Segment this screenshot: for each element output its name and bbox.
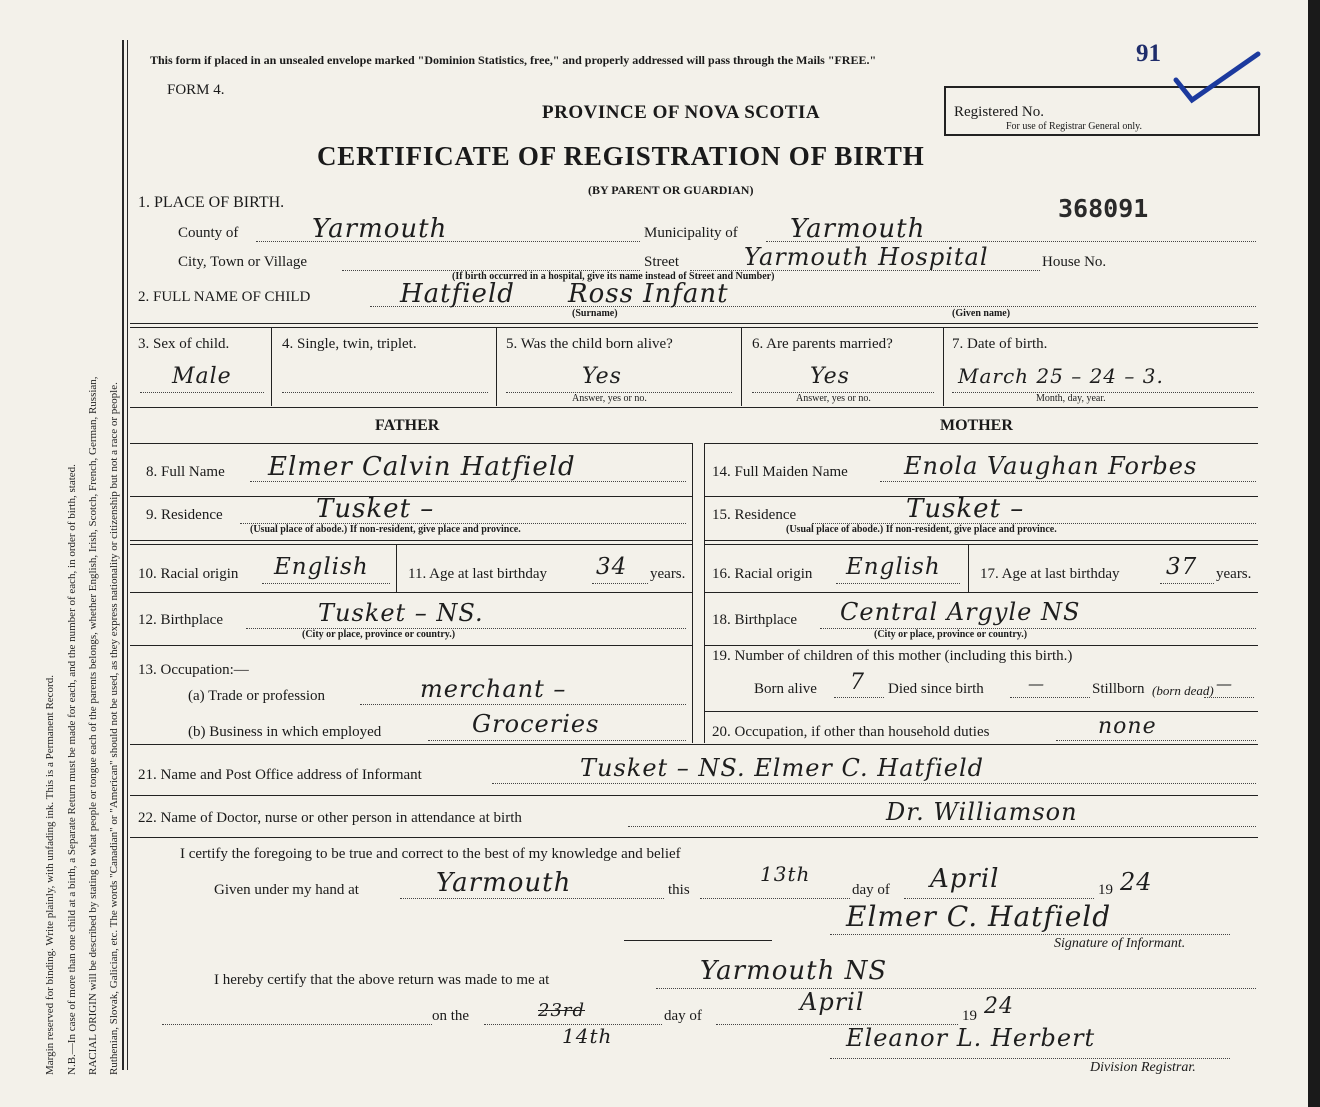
mother-column-edge <box>704 443 705 743</box>
alive-value: Yes <box>582 364 622 389</box>
father-heading-rule <box>130 443 692 444</box>
given-day-line <box>700 898 850 899</box>
mother-name-label: 14. Full Maiden Name <box>712 464 848 480</box>
mother-children-label: 19. Number of children of this mother (including this birth.) <box>712 648 1073 664</box>
hospital-note: (If birth occurred in a hospital, give its name instead of Street and Number) <box>452 271 775 282</box>
father-trade-value: merchant – <box>420 675 567 703</box>
divider-3-4 <box>271 328 272 406</box>
this-label: this <box>668 882 690 898</box>
mother-heading-rule <box>704 443 1258 444</box>
married-note: Answer, yes or no. <box>796 393 871 404</box>
registrar-month-value: April <box>800 988 865 1016</box>
father-rule-2b <box>130 544 692 545</box>
father-name-value: Elmer Calvin Hatfield <box>268 452 576 482</box>
plurality-label: 4. Single, twin, triplet. <box>282 336 417 352</box>
given-year-value: 24 <box>1120 868 1153 896</box>
father-age-unit: years. <box>650 566 686 582</box>
father-trade-label: (a) Trade or profession <box>188 688 326 704</box>
page-number: 91 <box>1136 40 1161 67</box>
informant-signature: Elmer C. Hatfield <box>846 900 1112 933</box>
mother-age-line <box>1160 583 1214 584</box>
father-trade-line <box>360 704 686 705</box>
given-month-value: April <box>930 864 1000 894</box>
died-since-birth-value: — <box>1028 674 1045 693</box>
struck-day-value: 23rd <box>538 1000 586 1021</box>
mother-occupation-line <box>1056 740 1256 741</box>
municipality-label: Municipality of <box>644 225 738 241</box>
certificate-title: CERTIFICATE OF REGISTRATION OF BIRTH <box>317 141 925 171</box>
died-since-birth-label: Died since birth <box>888 681 984 697</box>
divider-5-6 <box>741 328 742 406</box>
margin-note-binding: Margin reserved for binding. Write plainly, with unfading ink. This is a Permanent Record. <box>44 675 56 1075</box>
informant-value: Tusket – NS. Elmer C. Hatfield <box>580 754 984 782</box>
given-place-value: Yarmouth <box>436 868 572 898</box>
mother-name-value: Enola Vaughan Forbes <box>904 452 1198 480</box>
province-heading: PROVINCE OF NOVA SCOTIA <box>542 102 821 123</box>
stillborn-line <box>1204 697 1254 698</box>
registrar-year-value: 24 <box>984 994 1014 1019</box>
registrar-signature-label: Division Registrar. <box>1090 1060 1196 1075</box>
mail-note: This form if placed in an unsealed envelope marked "Dominion Statistics, free," and properly addressed will pass through the Mails "FREE." <box>150 53 877 67</box>
mother-birthplace-value: Central Argyle NS <box>840 598 1081 626</box>
margin-note-racial-origin: RACIAL ORIGIN will be described by stating to what people or tongue each of the parents belongs, whether English, Irish, Scotch, French, German, Russian, <box>87 376 99 1075</box>
alive-note: Answer, yes or no. <box>572 393 647 404</box>
mother-residence-value: Tusket – <box>906 494 1025 524</box>
sex-label: 3. Sex of child. <box>138 336 230 352</box>
mother-racial-value: English <box>846 554 941 580</box>
on-the-leading-line <box>162 1024 432 1025</box>
father-rule-2a <box>130 540 692 541</box>
mother-rule-3 <box>704 592 1258 593</box>
left-border-inner <box>127 40 128 1070</box>
alive-label: 5. Was the child born alive? <box>506 336 673 352</box>
given-name-note: (Given name) <box>952 308 1011 319</box>
rule-after-row3 <box>130 407 1258 408</box>
stillborn-note: (born dead) <box>1152 683 1214 698</box>
given-under-label: Given under my hand at <box>214 882 359 898</box>
married-value: Yes <box>810 364 850 389</box>
surname-note: (Surname) <box>572 308 618 319</box>
mother-racial-line <box>836 583 960 584</box>
father-racial-label: 10. Racial origin <box>138 566 239 582</box>
given-month-line <box>904 898 1094 899</box>
margin-note-multiple-births: N.B.—In case of more than one child at a birth, a Separate Return must be made for each, and the number of each, in order of birth, stated. <box>66 464 78 1075</box>
rule-after-informant <box>130 795 1258 796</box>
given-year-prefix: 19 <box>1098 882 1113 898</box>
city-label: City, Town or Village <box>178 254 308 270</box>
died-since-birth-line <box>1010 697 1090 698</box>
registered-label: Registered No. <box>954 104 1044 120</box>
mother-occupation-value: none <box>1098 714 1157 739</box>
born-alive-label: Born alive <box>754 681 817 697</box>
informant-line <box>492 783 1256 784</box>
child-name-label: 2. FULL NAME OF CHILD <box>138 289 311 305</box>
sex-value: Male <box>172 364 232 389</box>
father-racial-line <box>262 583 390 584</box>
father-residence-label: 9. Residence <box>146 507 223 523</box>
father-birthplace-note: (City or place, province or country.) <box>302 629 456 640</box>
child-given-name: Ross Infant <box>568 279 729 309</box>
form-number: FORM 4. <box>167 82 225 98</box>
mother-age-label: 17. Age at last birthday <box>980 566 1120 582</box>
divider-4-5 <box>496 328 497 406</box>
registrar-day-of-label: day of <box>664 1008 702 1024</box>
father-business-line <box>428 740 686 741</box>
mother-occupation-label: 20. Occupation, if other than household duties <box>712 724 990 740</box>
child-surname: Hatfield <box>400 279 515 309</box>
divider-6-7 <box>943 328 944 406</box>
given-day-of-label: day of <box>852 882 890 898</box>
rule-top-a <box>130 323 1258 324</box>
mother-birthplace-note: (City or place, province or country.) <box>874 629 1028 640</box>
born-alive-value: 7 <box>850 670 865 695</box>
informant-label: 21. Name and Post Office address of Informant <box>138 767 422 783</box>
stillborn-value: — <box>1216 674 1233 693</box>
house-label: House No. <box>1042 254 1107 270</box>
father-age-line <box>592 583 648 584</box>
registrar-statement: I hereby certify that the above return was made to me at <box>214 972 550 988</box>
dob-value: March 25 – 24 – 3. <box>958 364 1164 388</box>
informant-signature-line <box>830 934 1230 935</box>
father-racial-value: English <box>274 554 369 580</box>
married-label: 6. Are parents married? <box>752 336 893 352</box>
mother-name-line <box>880 481 1256 482</box>
mother-racial-divider <box>968 545 969 592</box>
municipality-value: Yarmouth <box>790 214 926 244</box>
plurality-line <box>282 392 488 393</box>
informant-signature-label: Signature of Informant. <box>1054 936 1186 951</box>
certificate-number: 368091 <box>1058 194 1149 223</box>
given-day-value: 13th <box>760 862 811 886</box>
father-occupation-label: 13. Occupation:— <box>138 662 249 678</box>
registrar-place-value: Yarmouth NS <box>700 956 888 986</box>
father-racial-divider <box>396 545 397 592</box>
mother-birthplace-label: 18. Birthplace <box>712 612 797 628</box>
mother-rule-2b <box>704 544 1258 545</box>
certification-statement: I certify the foregoing to be true and correct to the best of my knowledge and belief <box>180 846 681 862</box>
given-place-line <box>400 898 664 899</box>
margin-note-nationality: Ruthenian, Slovak, Galician, etc. The words "Canadian" or "American" should not be used, as they express nationality or citizenship but not a race or people. <box>108 382 120 1075</box>
father-age-value: 34 <box>596 554 628 580</box>
father-residence-value: Tusket – <box>316 494 435 524</box>
doctor-value: Dr. Williamson <box>886 798 1078 826</box>
rule-top-b <box>130 327 1258 328</box>
mother-residence-label: 15. Residence <box>712 507 797 523</box>
rule-before-certification <box>130 837 1258 838</box>
father-birthplace-value: Tusket – NS. <box>318 599 484 627</box>
street-label: Street <box>644 254 679 270</box>
father-rule-4 <box>130 645 692 646</box>
mother-racial-label: 16. Racial origin <box>712 566 813 582</box>
dob-label: 7. Date of birth. <box>952 336 1048 352</box>
rule-after-occupation <box>130 744 1258 745</box>
father-business-label: (b) Business in which employed <box>188 724 382 740</box>
sex-line <box>140 392 264 393</box>
stillborn-label: Stillborn <box>1092 681 1145 697</box>
doctor-label: 22. Name of Doctor, nurse or other person in attendance at birth <box>138 810 522 826</box>
registrar-year-prefix: 19 <box>962 1008 977 1024</box>
place-of-birth-heading: 1. PLACE OF BIRTH. <box>138 194 285 211</box>
father-residence-note: (Usual place of abode.) If non-resident, give place and province. <box>250 524 521 535</box>
father-birthplace-label: 12. Birthplace <box>138 612 223 628</box>
scan-edge <box>1308 0 1320 1107</box>
dob-note: Month, day, year. <box>1036 393 1106 404</box>
mother-age-unit: years. <box>1216 566 1252 582</box>
on-the-label: on the <box>432 1008 470 1024</box>
father-heading: FATHER <box>375 417 440 434</box>
father-name-label: 8. Full Name <box>146 464 225 480</box>
registrar-day-value: 14th <box>562 1024 613 1048</box>
mother-age-value: 37 <box>1166 554 1198 580</box>
born-alive-line <box>834 697 884 698</box>
left-border-outer <box>122 40 124 1070</box>
mother-rule-2a <box>704 540 1258 541</box>
county-label: County of <box>178 225 239 241</box>
mother-rule-5 <box>704 711 1258 712</box>
father-rule-3 <box>130 592 692 593</box>
mother-residence-note: (Usual place of abode.) If non-resident, give place and province. <box>786 524 1057 535</box>
registrar-signature-line <box>830 1058 1230 1059</box>
blue-check-mark <box>1172 50 1262 110</box>
registrar-signature: Eleanor L. Herbert <box>846 1024 1096 1052</box>
mother-heading: MOTHER <box>940 417 1013 434</box>
mother-rule-4 <box>704 645 1258 646</box>
certificate-subtitle: (BY PARENT OR GUARDIAN) <box>588 183 754 197</box>
doctor-line <box>628 826 1256 827</box>
county-value: Yarmouth <box>312 214 448 244</box>
street-value: Yarmouth Hospital <box>744 243 989 271</box>
father-column-edge <box>692 443 693 743</box>
certification-separator <box>624 940 772 941</box>
father-business-value: Groceries <box>472 710 600 738</box>
registered-note: For use of Registrar General only. <box>1006 121 1142 132</box>
registrar-place-line <box>656 988 1256 989</box>
father-age-label: 11. Age at last birthday <box>408 566 547 582</box>
